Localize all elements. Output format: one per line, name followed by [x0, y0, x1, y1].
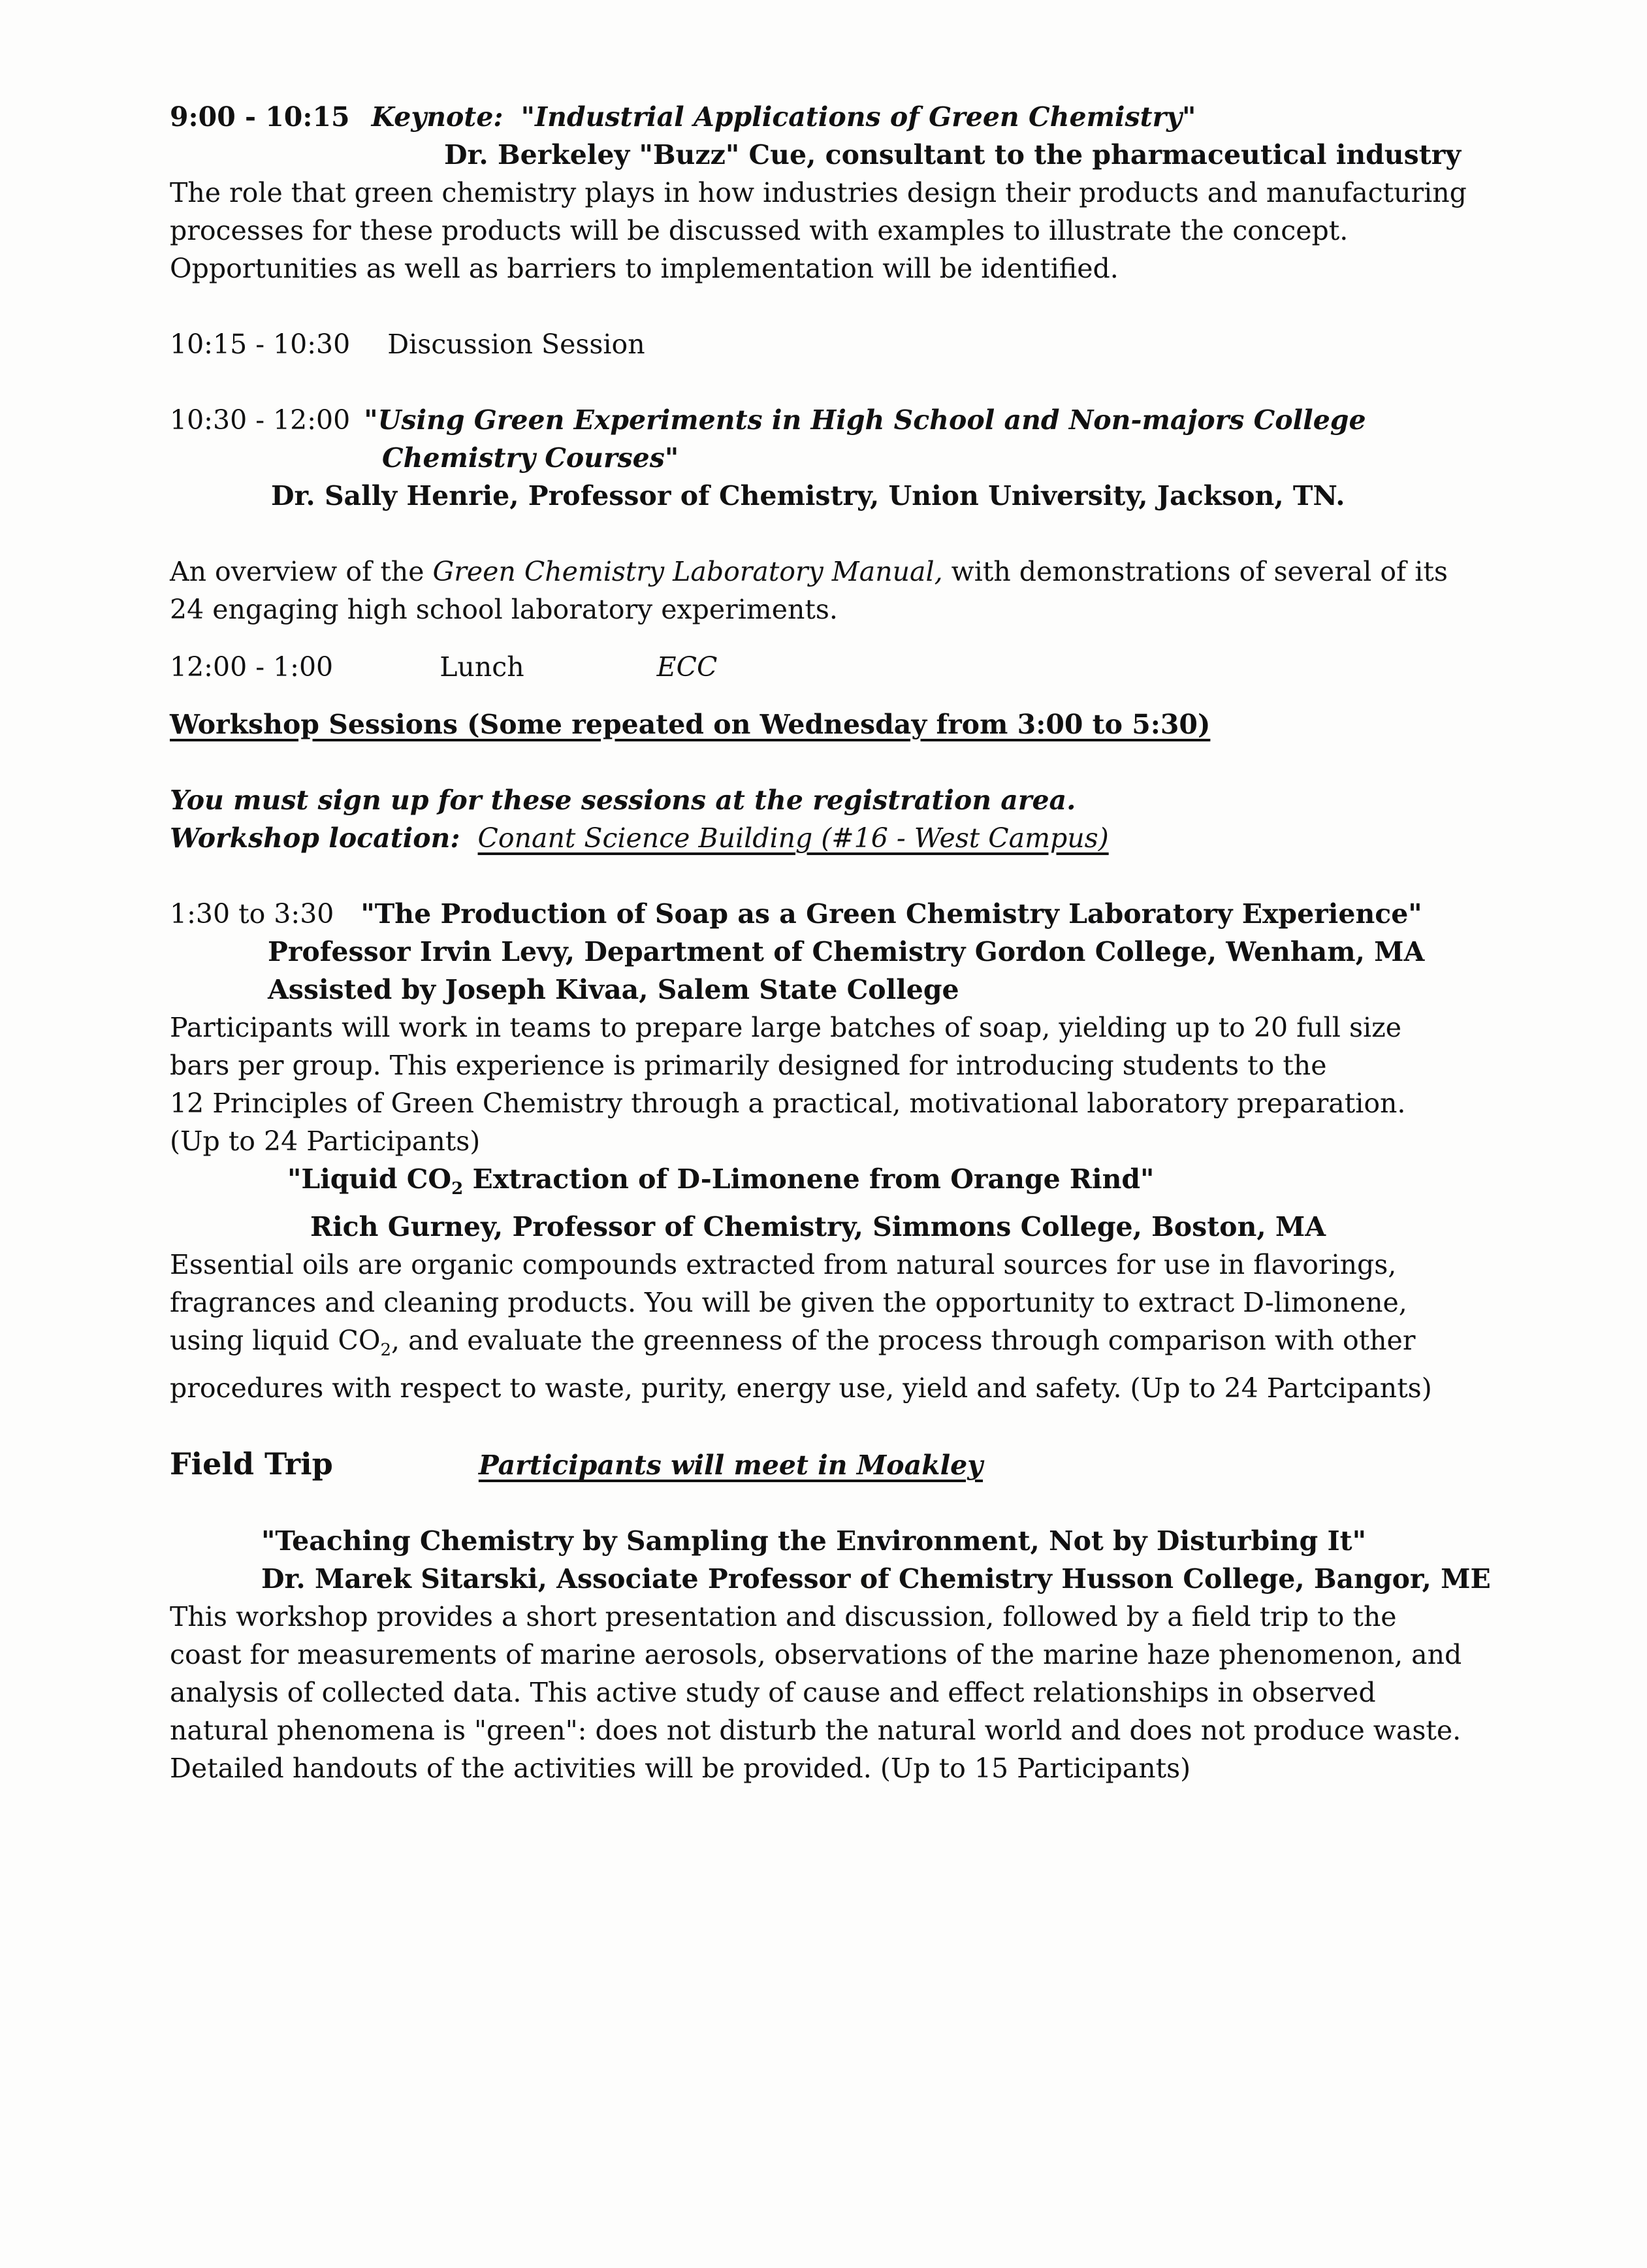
co2-desc-3-post: , and evaluate the greenness of the process through comparison with other: [391, 1325, 1416, 1357]
keynote-header: [170, 98, 1541, 136]
green-experiments-speaker: Dr. Sally Henrie, Professor of Chemistry, Union University, Jackson, TN.: [271, 480, 1345, 511]
lunch-time: 12:00 - 1:00: [170, 651, 334, 683]
workshop-location-label: Workshop location:: [170, 822, 460, 854]
discussion-title: Discussion Session: [387, 329, 645, 360]
field-trip-meet: Participants will meet in Moakley: [478, 1450, 983, 1482]
keynote-speaker: Dr. Berkeley "Buzz" Cue, consultant to the pharmaceutical industry: [444, 139, 1462, 170]
discussion-time: 10:15 - 10:30: [170, 329, 351, 360]
field-trip-heading: Field Trip: [170, 1446, 333, 1482]
discussion-row: [170, 325, 1541, 363]
field-trip-desc-5: Detailed handouts of the activities will be provided. (Up to 15 Participants): [170, 1753, 1191, 1785]
lunch-title: Lunch: [440, 651, 524, 683]
soap-assist: Assisted by Joseph Kivaa, Salem State College: [268, 974, 959, 1005]
field-trip-header: [170, 1445, 1541, 1484]
keynote-label: Keynote:: [371, 101, 504, 133]
green-experiments-title-1: "Using Green Experiments in High School and Non-majors College: [364, 404, 1366, 436]
field-trip-desc-4: natural phenomena is "green": does not disturb the natural world and does not produce waste.: [170, 1715, 1462, 1747]
soap-speaker: Professor Irvin Levy, Department of Chemistry Gordon College, Wenham, MA: [268, 936, 1425, 967]
soap-title: "The Production of Soap as a Green Chemistry Laboratory Experience": [360, 898, 1422, 930]
field-trip-speaker: Dr. Marek Sitarski, Associate Professor of Chemistry Husson College, Bangor, ME: [261, 1563, 1491, 1595]
co2-title-post: Extraction of D-Limonene from Orange Rind": [463, 1163, 1155, 1195]
green-experiments-time: 10:30 - 12:00: [170, 404, 351, 436]
green-experiments-desc-suffix: with demonstrations of several of its: [951, 556, 1448, 587]
co2-title: [170, 1160, 1541, 1208]
workshop-signup: You must sign up for these sessions at the registration area.: [170, 785, 1076, 816]
co2-desc-1: Essential oils are organic compounds extracted from natural sources for use in flavorings,: [170, 1249, 1397, 1281]
keynote-time: 9:00 - 10:15: [170, 101, 350, 133]
soap-header: [170, 895, 1541, 933]
field-trip-desc-3: analysis of collected data. This active study of cause and effect relationships in observed: [170, 1677, 1376, 1709]
co2-title-sub: 2: [451, 1179, 464, 1199]
green-experiments-desc-italic: Green Chemistry Laboratory Manual,: [432, 556, 943, 587]
workshop-location-row: [170, 819, 1541, 857]
field-trip-desc-2: coast for measurements of marine aerosols, observations of the marine haze phenomenon, and: [170, 1639, 1462, 1671]
green-experiments-desc-1: [170, 553, 1541, 591]
green-experiments-title-2: Chemistry Courses": [382, 442, 679, 474]
soap-desc-3: 12 Principles of Green Chemistry through a practical, motivational laboratory preparation.: [170, 1088, 1406, 1119]
co2-speaker: Rich Gurney, Professor of Chemistry, Simmons College, Boston, MA: [310, 1211, 1326, 1243]
green-experiments-desc-prefix: An overview of the: [170, 556, 424, 587]
field-trip-desc-1: This workshop provides a short presentation and discussion, followed by a field trip to the: [170, 1601, 1397, 1633]
co2-desc-2: fragrances and cleaning products. You will be given the opportunity to extract D-limonene,: [170, 1287, 1407, 1319]
workshop-location-value: Conant Science Building (#16 - West Campus): [477, 822, 1109, 854]
co2-desc-3: [170, 1321, 1541, 1369]
co2-desc-4: procedures with respect to waste, purity, energy use, yield and safety. (Up to 24 Partcipants): [170, 1372, 1432, 1404]
keynote-title: "Industrial Applications of Green Chemistry": [520, 101, 1196, 133]
schedule-content: [170, 98, 1541, 1787]
soap-time: 1:30 to 3:30: [170, 898, 334, 930]
soap-desc-2: bars per group. This experience is primarily designed for introducing students to the: [170, 1050, 1327, 1081]
workshop-heading: Workshop Sessions (Some repeated on Wednesday from 3:00 to 5:30): [170, 709, 1211, 740]
field-trip-title: "Teaching Chemistry by Sampling the Environment, Not by Disturbing It": [261, 1525, 1366, 1557]
keynote-desc-2: processes for these products will be discussed with examples to illustrate the concept.: [170, 215, 1349, 246]
green-experiments-header: [170, 401, 1541, 439]
green-experiments-desc-2: 24 engaging high school laboratory experiments.: [170, 594, 838, 625]
soap-desc-1: Participants will work in teams to prepare large batches of soap, yielding up to 20 full size: [170, 1012, 1401, 1043]
keynote-desc-1: The role that green chemistry plays in how industries design their products and manufacturing: [170, 177, 1467, 208]
co2-desc-3-pre: using liquid CO: [170, 1325, 381, 1357]
soap-desc-4: (Up to 24 Participants): [170, 1126, 481, 1157]
lunch-location: ECC: [656, 651, 718, 683]
lunch-row: [170, 648, 1541, 686]
keynote-desc-3: Opportunities as well as barriers to implementation will be identified.: [170, 253, 1119, 284]
co2-title-pre: "Liquid CO: [287, 1163, 452, 1195]
co2-desc-3-sub: 2: [380, 1340, 392, 1361]
